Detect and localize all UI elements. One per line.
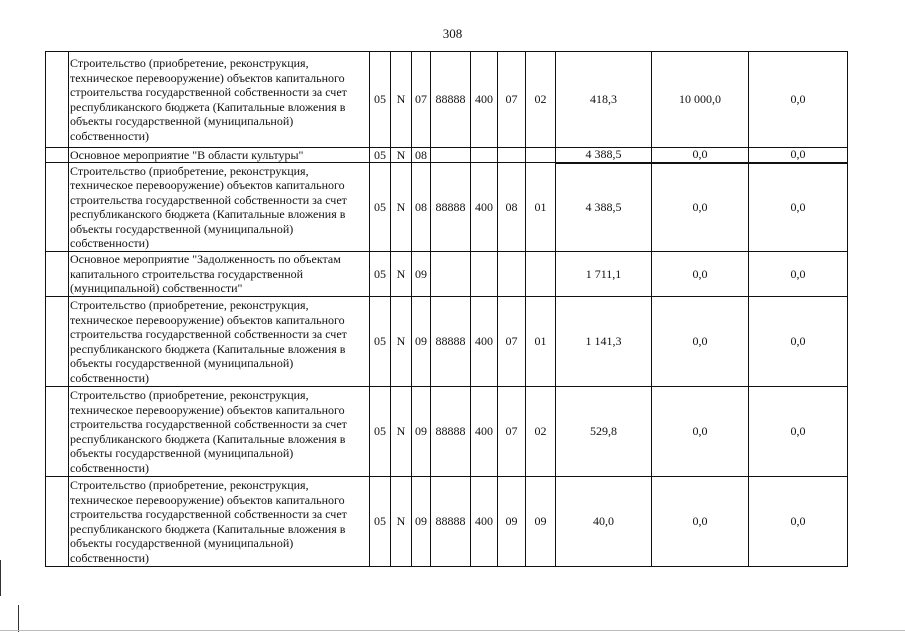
code-rz: 07 xyxy=(498,52,526,148)
row-name: Основное мероприятие "Задолженность по объектам капитального строительства государственной (муниципальной) собственности" xyxy=(69,252,370,297)
code-pr: 01 xyxy=(526,163,556,252)
amount-1: 1 141,3 xyxy=(556,297,652,387)
amount-2: 10 000,0 xyxy=(652,52,749,148)
table-row xyxy=(46,387,848,477)
amount-2: 0,0 xyxy=(652,163,749,252)
amount-2: 0,0 xyxy=(652,148,749,163)
code-gp: 05 xyxy=(370,477,391,567)
row-name: Строительство (приобретение, реконструкция, техническое перевооружение) объектов капитального строительства государственной собственности за счет республиканского бюджета (Капитальные вложения в объекты государственной (муниципальной) собственности) xyxy=(69,477,370,567)
blank-cell xyxy=(46,252,69,297)
code-direction: 88888 xyxy=(431,477,471,567)
code-gp: 05 xyxy=(370,297,391,387)
code-pr: 09 xyxy=(526,477,556,567)
blank-cell xyxy=(46,148,69,163)
amount-1: 418,3 xyxy=(556,52,652,148)
row-name: Строительство (приобретение, реконструкция, техническое перевооружение) объектов капитального строительства государственной собственности за счет республиканского бюджета (Капитальные вложения в объекты государственной (муниципальной) собственности) xyxy=(69,163,370,252)
code-gp: 05 xyxy=(370,387,391,477)
blank-cell xyxy=(46,387,69,477)
amount-3: 0,0 xyxy=(749,387,848,477)
code-pp: N xyxy=(391,52,412,148)
code-vr: 400 xyxy=(471,477,498,567)
amount-3: 0,0 xyxy=(749,252,848,297)
code-vr: 400 xyxy=(471,387,498,477)
code-om: 08 xyxy=(412,148,431,163)
amount-3: 0,0 xyxy=(749,163,848,252)
row-name: Строительство (приобретение, реконструкция, техническое перевооружение) объектов капитального строительства государственной собственности за счет республиканского бюджета (Капитальные вложения в объекты государственной (муниципальной) собственности) xyxy=(69,52,370,148)
table-row xyxy=(46,52,848,148)
code-gp: 05 xyxy=(370,252,391,297)
table-row xyxy=(46,148,848,163)
code-om: 09 xyxy=(412,387,431,477)
code-om: 08 xyxy=(412,163,431,252)
code-pp: N xyxy=(391,163,412,252)
code-om: 07 xyxy=(412,52,431,148)
row-name: Строительство (приобретение, реконструкция, техническое перевооружение) объектов капитального строительства государственной собственности за счет республиканского бюджета (Капитальные вложения в объекты государственной (муниципальной) собственности) xyxy=(69,297,370,387)
code-pp: N xyxy=(391,387,412,477)
code-direction: 88888 xyxy=(431,387,471,477)
amount-1: 4 388,5 xyxy=(556,163,652,252)
code-rz: 07 xyxy=(498,297,526,387)
code-gp: 05 xyxy=(370,148,391,163)
code-pp: N xyxy=(391,252,412,297)
row-name: Строительство (приобретение, реконструкция, техническое перевооружение) объектов капитального строительства государственной собственности за счет республиканского бюджета (Капитальные вложения в объекты государственной (муниципальной) собственности) xyxy=(69,387,370,477)
amount-1: 529,8 xyxy=(556,387,652,477)
code-vr: 400 xyxy=(471,52,498,148)
code-direction: 88888 xyxy=(431,297,471,387)
amount-1: 4 388,5 xyxy=(556,148,652,163)
table-row xyxy=(46,163,848,252)
code-pp: N xyxy=(391,148,412,163)
amount-3: 0,0 xyxy=(749,148,848,163)
code-pp: N xyxy=(391,477,412,567)
amount-1: 1 711,1 xyxy=(556,252,652,297)
code-om: 09 xyxy=(412,297,431,387)
code-direction xyxy=(431,148,471,163)
blank-cell xyxy=(46,163,69,252)
code-rz: 07 xyxy=(498,387,526,477)
table-row xyxy=(46,477,848,567)
blank-cell xyxy=(46,52,69,148)
blank-cell xyxy=(46,477,69,567)
row-name: Основное мероприятие "В области культуры" xyxy=(69,148,370,163)
table-row xyxy=(46,297,848,387)
code-pr xyxy=(526,252,556,297)
code-vr: 400 xyxy=(471,297,498,387)
code-vr xyxy=(471,252,498,297)
scan-edge-mark xyxy=(0,560,1,596)
page-number: 308 xyxy=(442,26,463,41)
code-om: 09 xyxy=(412,477,431,567)
code-direction: 88888 xyxy=(431,163,471,252)
code-pp: N xyxy=(391,297,412,387)
amount-3: 0,0 xyxy=(749,477,848,567)
amount-2: 0,0 xyxy=(652,252,749,297)
amount-2: 0,0 xyxy=(652,297,749,387)
amount-2: 0,0 xyxy=(652,477,749,567)
amount-2: 0,0 xyxy=(652,387,749,477)
budget-table xyxy=(45,51,848,567)
amount-1: 40,0 xyxy=(556,477,652,567)
code-direction: 88888 xyxy=(431,52,471,148)
code-rz: 08 xyxy=(498,163,526,252)
code-vr xyxy=(471,148,498,163)
code-vr: 400 xyxy=(471,163,498,252)
code-gp: 05 xyxy=(370,163,391,252)
code-pr xyxy=(526,148,556,163)
amount-3: 0,0 xyxy=(749,52,848,148)
code-rz xyxy=(498,252,526,297)
code-gp: 05 xyxy=(370,52,391,148)
code-rz xyxy=(498,148,526,163)
blank-cell xyxy=(46,297,69,387)
code-pr: 02 xyxy=(526,52,556,148)
scan-edge-mark xyxy=(0,630,905,631)
code-direction xyxy=(431,252,471,297)
code-rz: 09 xyxy=(498,477,526,567)
table-row xyxy=(46,252,848,297)
scan-edge-mark xyxy=(18,605,19,632)
amount-3: 0,0 xyxy=(749,297,848,387)
code-om: 09 xyxy=(412,252,431,297)
code-pr: 02 xyxy=(526,387,556,477)
code-pr: 01 xyxy=(526,297,556,387)
